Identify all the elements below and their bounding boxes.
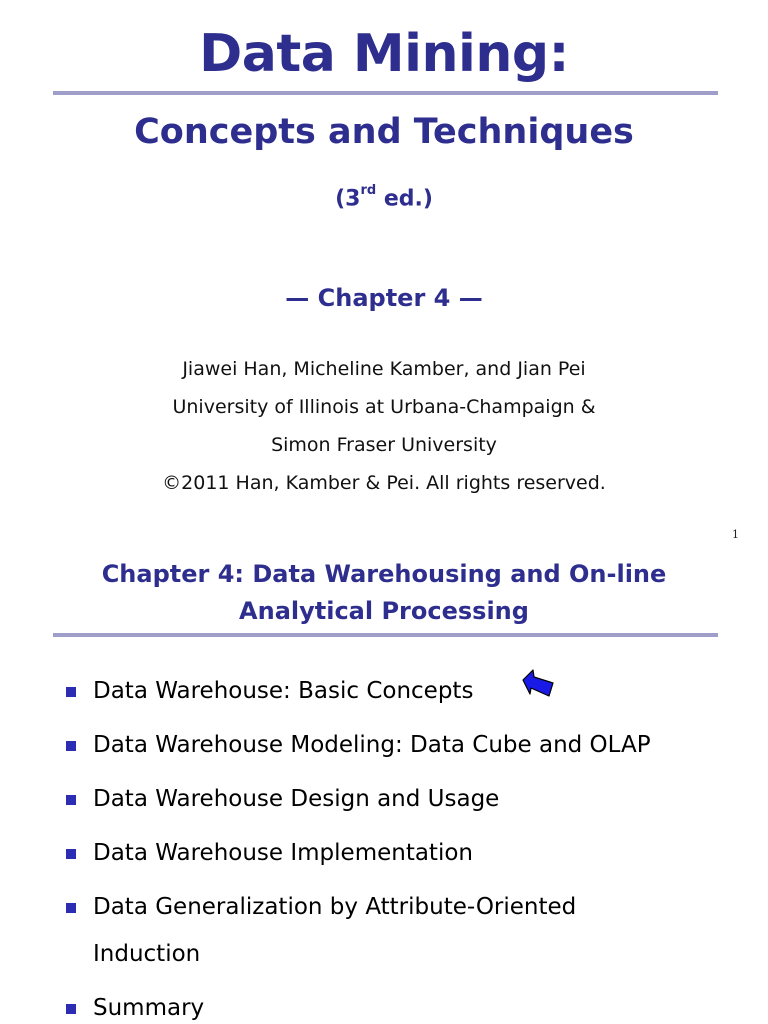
edition-close: ed.) <box>376 186 433 212</box>
deck-title: Data Mining: <box>199 24 569 84</box>
chapter-heading: — Chapter 4 — <box>285 284 483 312</box>
title-divider <box>53 91 718 95</box>
list-item-text: Data Warehouse Design and Usage <box>93 786 500 812</box>
deck-subtitle: Concepts and Techniques <box>134 112 634 152</box>
edition-superscript: rd <box>360 183 377 198</box>
slide-title-line-2: Analytical Processing <box>239 597 529 625</box>
page-number: 1 <box>732 528 739 541</box>
square-bullet-icon <box>66 795 76 805</box>
square-bullet-icon <box>66 849 76 859</box>
arrow-pointer-icon <box>521 668 557 700</box>
copyright-line: ©2011 Han, Kamber & Pei. All rights reserved. <box>162 472 606 494</box>
list-item-text: Summary <box>93 995 205 1021</box>
list-item-text: Data Warehouse: Basic Concepts <box>93 678 474 704</box>
author-names: Jiawei Han, Micheline Kamber, and Jian Pei <box>182 358 586 380</box>
slide-title-line-1: Chapter 4: Data Warehousing and On-line <box>101 560 667 588</box>
square-bullet-icon <box>66 903 76 913</box>
square-bullet-icon <box>66 1004 76 1014</box>
affiliation-line-2: Simon Fraser University <box>271 434 497 456</box>
list-item-text: Data Generalization by Attribute-Oriented Induction <box>93 894 577 967</box>
slide-title-divider <box>53 633 718 637</box>
square-bullet-icon <box>66 741 76 751</box>
affiliation-line-1: University of Illinois at Urbana-Champaign & <box>172 396 596 418</box>
list-item-text: Data Warehouse Modeling: Data Cube and OLAP <box>93 732 651 758</box>
edition-open: (3 <box>335 186 361 212</box>
edition-label <box>0 183 768 212</box>
list-item-text: Data Warehouse Implementation <box>93 840 473 866</box>
square-bullet-icon <box>66 687 76 697</box>
